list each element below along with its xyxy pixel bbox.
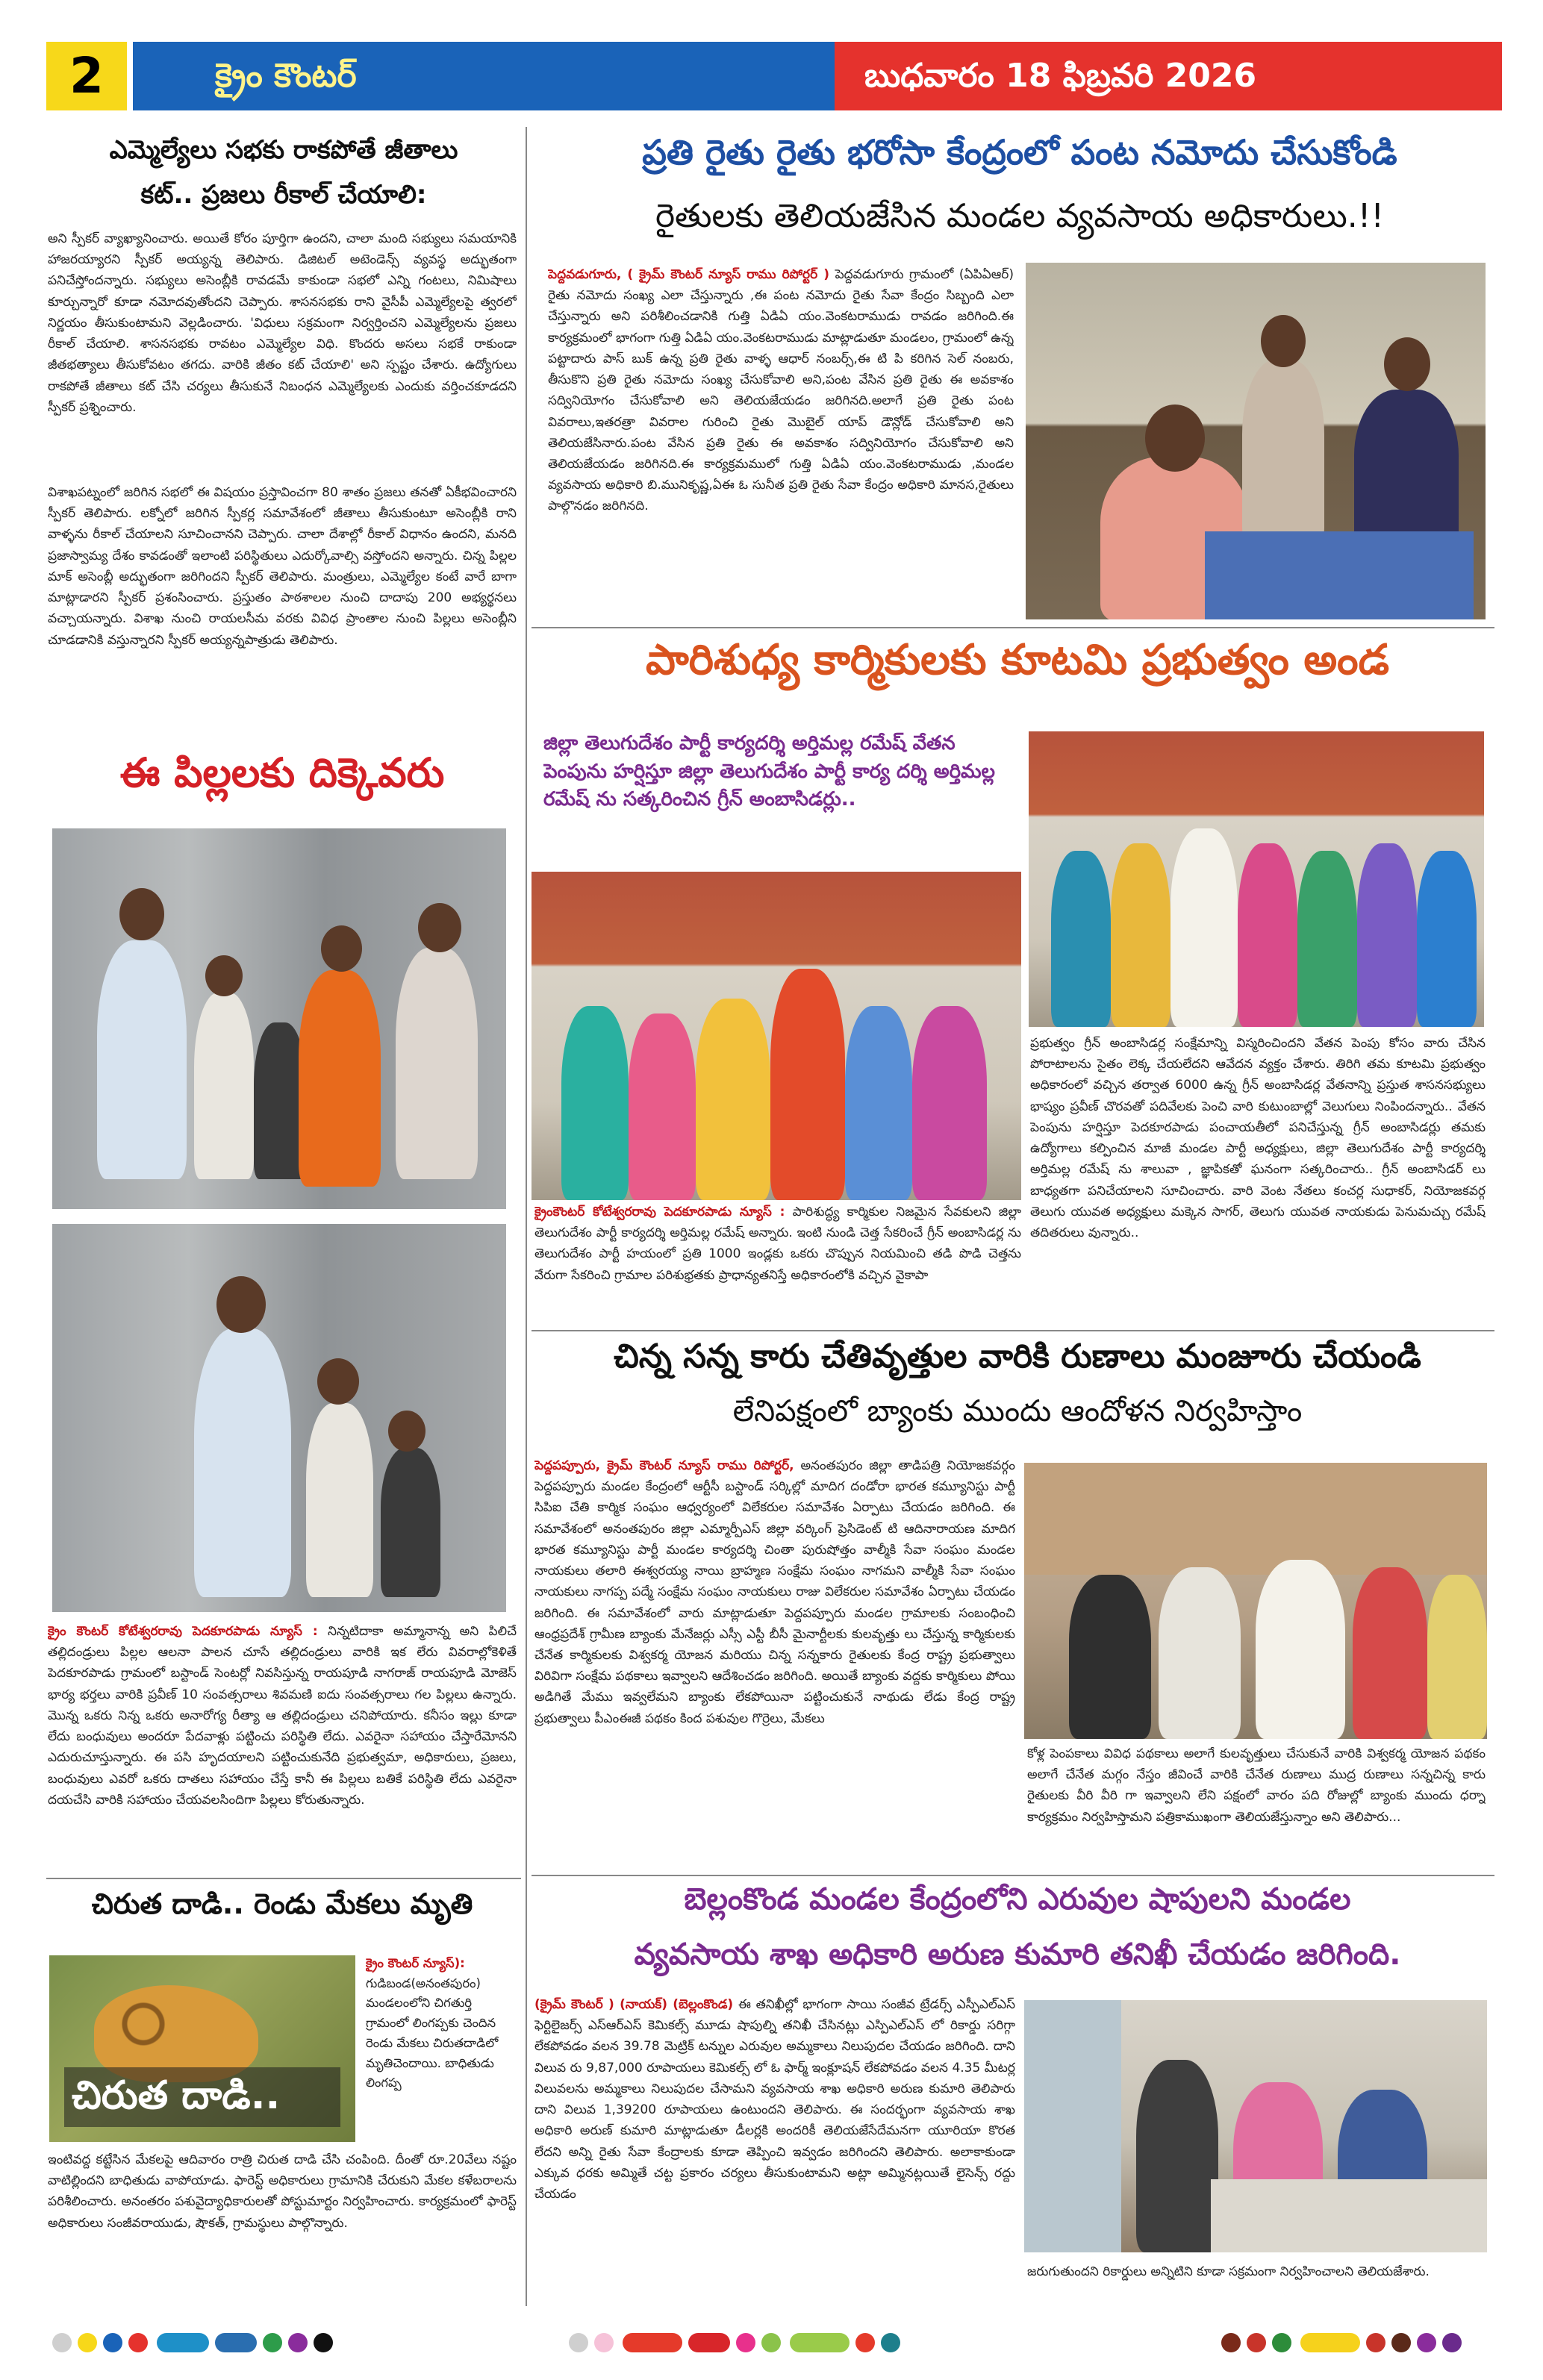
sanitation-body-left: పారిశుద్ధ్య కార్మికుల నిజమైన సేవకులని జిల్లా తెలుగుదేశం పార్టీ కార్యదర్శి అర్తిమల్ల రమేష్ అన్నారు. ఇంటి నుండి చెత్త సేకరించే గ్రీన్ అంబాసిడర్ల ను తెలుగుదేశం పార్టీ హయంలో ప్రతి 1000 ఇండ్లకు ఒకరు చొప్పున నియమించి తడి పొడి చెత్తను వేరుగా సేకరించి గ్రామాల పరిశుభ్రతకు ప్రాధాన్యతనిస్తే అధికారంలోకి వచ్చిన వైకాపా: [534, 1205, 1021, 1283]
loan-headline-1: చిన్న సన్న కారు చేతివృత్తుల వారికి రుణాలు మంజూరు చేయండి: [614, 1337, 1421, 1375]
fertilizer-headline-2: వ్యవసాయ శాఖ అధికారి అరుణ కుమారి తనిఖీ చేయడం జరిగింది.: [634, 1937, 1401, 1972]
children-body: నిన్నటిదాకా అమ్మానాన్న అని పిలిచే తల్లిదండ్రులు పిల్లల ఆలనా పాలన చూసే తల్లిదండ్రులు వారికి ఇక లేరు వివరాల్లోకెళితే పెదకూరపాడు గ్రామంలో బస్టాండ్ సెంటర్లో నివసిస్తున్న రాయపూడి నాగరాజ్ రాయపూడి మోజెస్ భార్య భర్తలు వారికి ప్రవీణ్ 10 సంవత్సరాలు శివమణి ఐదు సంవత్సరాలు గల పిల్లలు ఉన్నారు. మొన్న ఒకరు నిన్న ఒకరు అనారోగ్య రీత్యా ఆ తల్లిదండ్రులు చనిపోయారు. కనీసం ఇల్లు కూడా లేదు బంధువులు అందరూ పేదవాళ్లు పట్టించు పరిస్థితి లేదు. ఎవరైనా సహాయం చేస్తారేమోనని ఎదురుచూస్తున్నారు. ఈ పసి హృదయాలని పట్టించుకునేది ప్రభుత్వమా, అధికారులు, ప్రజలు, బంధువులు ఎవరో ఒకరు దాతలు సహాయం చేస్తే కానీ ఈ పిల్లలు బతికే పరిస్థితి లేదు ఎవరైనా దయచేసి వారికి సహాయం చేయవలసిందిగా పిల్లలు కోరుతున్నారు.: [48, 1624, 517, 1808]
sanitation-photo-1: [532, 872, 1021, 1200]
mla-headline-2: కట్.. ప్రజలు రీకాల్ చేయాలి:: [140, 180, 427, 210]
issue-date: బుధవారం 18 ఫిబ్రవరి 2026: [835, 42, 1502, 110]
fertilizer-story-text: [534, 1994, 1015, 2308]
children-dateline: క్రైం కౌంటర్ కోటేశ్వరరావు పెదకూరపాడు న్యూస్ :: [48, 1624, 318, 1639]
farmer-headline-2: రైతులకు తెలియజేసిన మండల వ్యవసాయ అధికారులు.!!: [655, 197, 1385, 235]
leopard-side-body: గుడిబండ(అనంతపురం) మండలంలోని చిగతుర్తి గ్రామంలో లింగప్పకు చెందిన రెండు మేకలు చిరుతదాడిలో మృతిచెందాయి. బాధితుడు లింగప్ప: [366, 1975, 499, 2090]
leopard-photo: [49, 1955, 355, 2142]
mla-paragraph-2: విశాఖపట్నంలో జరిగిన సభలో ఈ విషయం ప్రస్తావించగా 80 శాతం ప్రజలు తనతో ఏకీభవించారని స్పీకర్ తెలిపారు. లక్నోలో జరిగిన స్పీకర్ల సమావేశంలో జీతాలు తీసుకుంటూ అసెంబ్లీకి రాని వాళ్ళను రీకాల్ చేయాలని సూచించానని చెప్పారు. చాలా దేశాల్లో రీకాల్ విధానం ఉందని, మనది ప్రజాస్వామ్య దేశం కావడంతో ఇలాంటి పరిస్థితులు ఎదుర్కోవాల్సి వస్తోందని అన్నారు. చిన్న పిల్లల మాక్ అసెంబ్లీ అద్భుతంగా జరిగిందని స్పీకర్ తెలిపారు. మంత్రులు, ఎమ్మెల్యేల కంటే వారే బాగా మాట్లాడారని స్పీకర్ ప్రశంసించారు. ప్రస్తుతం పాఠశాలల నుంచి దాదాపు 200 అభ్యర్థనలు వచ్చాయన్నారు. విశాఖ నుంచి రాయలసీమ వరకు వివిధ ప్రాంతాల నుంచి పిల్లలు అసెంబ్లీని చూడడానికి వస్తున్నారని స్పీకర్ అయ్యన్నపాత్రుడు తెలిపారు.: [48, 485, 517, 648]
leopard-side-text: [366, 1954, 515, 2145]
fertilizer-body-right: జరుగుతుందని రికార్డులు అన్నిటిని కూడా సక్రమంగా నిర్వహించాలని తెలియజేశారు.: [1027, 2264, 1430, 2279]
sanitation-text-left: [534, 1202, 1021, 1322]
row-divider: [46, 1878, 521, 1879]
masthead: [46, 42, 1502, 110]
loan-story-text: [534, 1455, 1015, 1870]
sanitation-subhead: జిల్లా తెలుగుదేశం పార్టీ కార్యదర్శి అర్తిమల్ల రమేష్ వేతన పెంపును హర్షిస్తూ జిల్లా తెలుగుదేశం పార్టీ కార్య దర్శి అర్తిమల్ల రమేష్ ను సత్కరించిన గ్రీన్ అంబాసిడర్లు..: [543, 732, 995, 811]
loan-body-right: కోళ్ల పెంపకాలు వివిధ పథకాలు అలాగే కులవృత్తులు చేసుకునే వారికి విశ్వకర్మ యోజన పథకం అలాగే చేనేత మగ్గం నేస్తం జీవించే వారికి చేనేత రుణాలు ముద్ర రుణాలు సన్నచిన్న కారు రైతులకు వీరి వీరి గా ఇవ్వాలని లేని పక్షంలో వారం పది రోజుల్లో బ్యాంకు ముందు ధర్నా కార్యక్రమం నిర్వహిస్తామని పత్రికాముఖంగా తెలియజేస్తున్నాం అని తెలిపారు...: [1027, 1746, 1486, 1825]
sanitation-photo-2: [1029, 731, 1484, 1027]
newspaper-brand: క్రైం కౌంటర్: [133, 42, 835, 110]
mla-paragraph-1: అని స్పీకర్ వ్యాఖ్యానించారు. అయితే కోరం పూర్తిగా ఉందని, చాలా మంది సభ్యులు సమయానికి హాజరయ్యారని స్పీకర్ అయ్యన్న తెలిపారు. డిజిటల్ అటెండెన్స్ వ్యవస్థ అద్భుతంగా పనిచేస్తోందన్నారు. సభ్యులు అసెంబ్లీకి రావడమే కాకుండా సభలో ఎన్ని గంటలు, నిమిషాలు కూర్చున్నారో కూడా నమోదవుతోందని చెప్పారు. శాసనసభకు రాని వైసీపీ ఎమ్మెల్యేలపై త్వరలో నిర్ణయం తీసుకుంటామని వెల్లడించారు. 'విధులు సక్రమంగా నిర్వర్తించని ఎమ్మెల్యేలను ప్రజలు రీకాల్ చేయాలి. శాసనసభకు రావటం ఎమ్మెల్యేల విధి. కొందరు అసలు సభకే రాకుండా జీతభత్యాలు తీసుకోవటం తగదు. వారికి జీతం కట్ చేయాలి' అని స్పష్టం చేశారు. ఉద్యోగులు రాకపోతే జీతాలు కట్ చేసి చర్యలు తీసుకునే నిబంధన ఎమ్మెల్యేలకు ఎందుకు వర్తించకూడదని స్పీకర్ ప్రశ్నించారు.: [48, 231, 517, 415]
column-divider: [526, 127, 527, 2306]
row-divider: [532, 627, 1494, 628]
leopard-headline: చిరుత దాడి.. రెండు మేకలు మృతి: [91, 1887, 473, 1920]
fertilizer-body: ఈ తనిఖీల్లో భాగంగా సాయి సంజీవ ట్రేడర్స్ ఎస్పీఎల్ఎస్ ఫెర్టిలైజర్స్ ఎస్ఆర్ఎస్ కెమికల్స్ మూడు షాపుల్ని తనిఖీ చేసినట్లు ఎస్పిఎల్ఎస్ లో రికార్డు సరిగ్గా లేకపోవడం వలన 39.78 మెట్రిక్ టన్నుల ఎరువుల అమ్మకాలు నిలుపుదల చేయడం జరిగింది. దాని విలువ రు 9,87,000 రూపాయలు కెమికల్స్ లో ఓ ఫార్మ్ ఇంక్లూషన్ లేకపోవడం వలన 4.35 మీటర్ల విలువలను అమ్మకాలు నిలుపుదల చేసామని వ్యవసాయ శాఖ అధికారి అరుణ కుమారి తెలిపారు దాని విలువ 1,39200 రూపాయలు ఉంటుందని తెలిపారు. ఈ సందర్భంగా వ్యవసాయ శాఖ అధికారి అరుణ్ కుమారి మాట్లాడుతూ డీలర్లకి అందరికీ తెలియజేసేదేమనగా యూరియా కొరత లేదని అన్ని రైతు సేవా కేంద్రాలకు కూడా తెప్పించి ఇవ్వడం జరిగిందని తెలిపారు. అలాకాకుండా ఎక్కువ ధరకు అమ్మితే చట్ట ప్రకారం చర్యలు తీసుకుంటామని అట్లా అమ్మినట్లయితే లైసెన్స్ రద్దు చేయడం: [534, 1997, 1015, 2202]
fertilizer-headline-1: బెల్లంకొండ మండల కేంద్రంలోని ఎరువుల షాపులని మండల: [684, 1882, 1351, 1917]
children-story-text: [48, 1621, 517, 1875]
children-photo-1: [52, 828, 506, 1209]
sanitation-headline: పారిశుధ్య కార్మికులకు కూటమి ప్రభుత్వం అండ: [645, 636, 1390, 684]
farmer-office-photo: [1026, 263, 1486, 619]
farmer-dateline: పెద్దవడుగూరు, ( క్రైమ్ కౌంటర్ న్యూస్ రాము రిపోర్టర్ ): [548, 267, 830, 282]
farmer-body: పెద్దవడుగూరు గ్రామంలో (ఏపిఏఆర్) రైతు నమోదు సంఖ్య ఎలా చేస్తున్నారు ,ఈ పంట నమోదు రైతు సేవా కేంద్రం సిబ్బంది ఎలా చేస్తున్నారు అని పరిశీలించడానికి గుత్తి ఏడిఏ యం.వెంకటరాముడు రావడం జరిగింది.ఈ కార్యక్రమంలో భాగంగా గుత్తి ఏడిఏ యం.వెంకటరాముడు మాట్లాడుతూ మండలం, గ్రామంలో ఉన్న పట్టాదారు పాస్ బుక్ ఉన్న ప్రతి రైతు వాళ్ళ ఆధార్ నంబర్స్,ఈ టి పి కరిగిన సెల్ నంబరు, తీసుకొని ప్రతి రైతు నమోదు సంఖ్య చేసుకోవాలి అని,పంట వేసిన ప్రతి రైతు ఈ అవకాశం సద్వినియోగం చేసుకోవాలి అని తెలియజేయడం జరిగినది.అలాగే ప్రతి రైతు పంట వివరాలు,ఇతరత్రా వివరాల గురించి రైతు మొబైల్ యాప్ డౌన్లోడ్ చేసుకోవాలి అని తెలియజేసినారు.పంట వేసిన ప్రతి రైతు ఈ అవకాశం సద్వినియోగం చేసుకోవాలి అని తెలియజేయడం జరిగినది.ఈ కార్యక్రమములో గుత్తి ఏడిఏ యం.వెంకటరాముడు ,మండల వ్యవసాయ అధికారి బి.మునికృష్ణ,ఏఈ ఓ సునీత ప్రతి రైతు సేవా కేంద్రం అధికారి మానస,రైతులు పాల్గొనడం జరిగినది.: [548, 267, 1014, 514]
loan-body: అనంతపురం జిల్లా తాడిపత్రి నియోజకవర్గం పెద్దపప్పూరు మండల కేంద్రంలో ఆర్టీసీ బస్టాండ్ సర్కిల్లో మాదిగ దండోరా భారత కమ్యూనిస్టు పార్టీ సిపిఐ చేతి కార్మిక సంఘం ఆధ్వర్యంలో విలేకరుల సమావేశం ఏర్పాటు చేయడం జరిగింది. ఈ సమావేశంలో అనంతపురం జిల్లా ఎమ్మార్పీఎస్ జిల్లా వర్కింగ్ ప్రెసిడెంట్ టి ఆదినారాయణ మాదిగ భారత కమ్యూనిస్టు పార్టీ మండల కార్యదర్శి చింతా పురుషోత్తం వాల్మీకి సేవా సంఘం మండల నాయకులు తలారి ఈశ్వరయ్య నాయి బ్రాహ్మణ సంక్షేమ సంఘం నాగమని వాల్మీకి సేవా సంఘం నాయకులు నాగప్ప పద్మే సంక్షేమ సంఘం నాయకులు రాజు విలేకరుల సమావేశం ఏర్పాటు చేయడం జరిగింది. ఈ సమావేశంలో వారు మాట్లాడుతూ పెద్దపప్పూరు మండల గ్రామాలకు సంబంధించి ఆంధ్రప్రదేశ్ గ్రామీణ బ్యాంకు మేనేజర్లు ఎస్సీ ఎస్టీ బీసీ మైనార్టీలకు కులవృత్తు లు చేస్తున్న కార్మికులకు చేనేత కార్మికులకు విశ్వకర్మ యోజన మరియు చిన్న సన్నకారు రైతులకు కేంద్ర రాష్ట్ర ప్రభుత్వాలు విరివిగా సంక్షేమ పథకాలు ఇవ్వాలని ఆదేశించడం జరిగింది. అయితే బ్యాంకు వద్దకు కార్మికులు పోయి అడిగితే మేము ఇవ్వలేమని బ్యాంకు లేకపోయినా పట్టించుకునే నాథుడు లేడు కేంద్ర రాష్ట్ర ప్రభుత్వాలు పీఎంఈజీ పథకం కింద పశువుల గొర్రెలు, మేకలు: [534, 1458, 1015, 1726]
loan-dateline: పెద్దపప్పూరు, క్రైమ్ కౌంటర్ న్యూస్ రాము రిపోర్టర్,: [534, 1458, 794, 1473]
children-headline: ఈ పిల్లలకు దిక్కెవరు: [119, 749, 445, 796]
sanitation-body-right: ప్రభుత్వం గ్రీన్ అంబాసిడర్ల సంక్షేమాన్ని విస్మరించిందని వేతన పెంపు కోసం వారు చేసిన పోరాటాలను సైతం లెక్క చేయలేదని ఆవేదన వ్యక్తం చేశారు. తిరిగి తమ కూటమి ప్రభుత్వం అధికారంలో వచ్చిన తర్వాత 6000 ఉన్న గ్రీన్ అంబాసిడర్ల వేతనాన్ని ప్రస్తుత శాసనసభ్యులు భాష్యం ప్రవీణ్ చొరవతో పదివేలకు పెంచి వారి కుటుంబాల్లో వెలుగులు నింపిందన్నారు.. వేతన పెంపును హర్షిస్తూ పెదకూరపాడు పంచాయతీలో పనిచేస్తున్న గ్రీన్ అంబాసిడర్లు తమకు ఉద్యోగాలు కల్పించిన మాజీ మండల పార్టీ అధ్యక్షులు, జిల్లా తెలుగుదేశం పార్టీ కార్యదర్శి అర్తిమల్ల రమేష్ ను శాలువా , జ్ఞాపికతో ఘనంగా సత్కరించారు.. గ్రీన్ అంబాసిడర్ లు బాధ్యతగా పనిచేయాలని సూచించారు. వారి వెంట నేతలు కంచర్ల సుధాకర్, నియోజకవర్గ తెలుగు యువత అధ్యక్షులు మక్కెన సాగర్, తెలుగు యువత నాయకుడు పెనుమచ్చు రమేష్ తదితరులు వున్నారు..: [1030, 1036, 1486, 1240]
farmer-headline-1: ప్రతి రైతు రైతు భరోసా కేంద్రంలో పంట నమోదు చేసుకోండి: [642, 132, 1397, 172]
row-divider: [532, 1875, 1494, 1876]
loan-meeting-photo: [1024, 1463, 1487, 1739]
sanitation-dateline: క్రైంకౌంటర్ కోటేశ్వరరావు పెదకూరపాడు న్యూస్ :: [534, 1205, 785, 1219]
loan-headline-2: లేనిపక్షంలో బ్యాంకు ముందు ఆందోళన నిర్వహిస్తాం: [732, 1394, 1303, 1428]
children-photo-2: [52, 1224, 506, 1612]
page-number: 2: [46, 42, 127, 110]
leopard-body: ఇంటివద్ద కట్టేసిన మేకలపై ఆదివారం రాత్రి చిరుత దాడి చేసి చంపింది. దీంతో రూ.20వేలు నష్టం వాటిల్లిందని బాధితుడు వాపోయాడు. ఫారెస్ట్ అధికారులు గ్రామానికి చేరుకుని మేకల కళేబరాలను పరిశీలించారు. అనంతరం పశువైద్యాధికారులతో పోస్టుమార్టం నిర్వహించారు. కార్యక్రమంలో ఫారెస్ట్ అధికారులు సంజీవరాయుడు, షౌకత్, గ్రామస్థులు పాల్గొన్నారు.: [48, 2152, 517, 2231]
fertilizer-dateline: (క్రైమ్ కౌంటర్ ) (నాయక్) (బెల్లంకొండ): [534, 1997, 734, 2012]
row-divider: [532, 1330, 1494, 1331]
color-registration-strip: [0, 2333, 1543, 2363]
leopard-image-caption: చిరుత దాడి..: [72, 2073, 281, 2118]
fertilizer-shop-photo: [1024, 2000, 1487, 2252]
leopard-dateline: క్రైం కౌంటర్ న్యూస్):: [366, 1956, 465, 1970]
mla-headline-1: ఎమ్మెల్యేలు సభకు రాకపోతే జీతాలు: [109, 135, 458, 165]
farmer-story-text: [548, 264, 1014, 615]
